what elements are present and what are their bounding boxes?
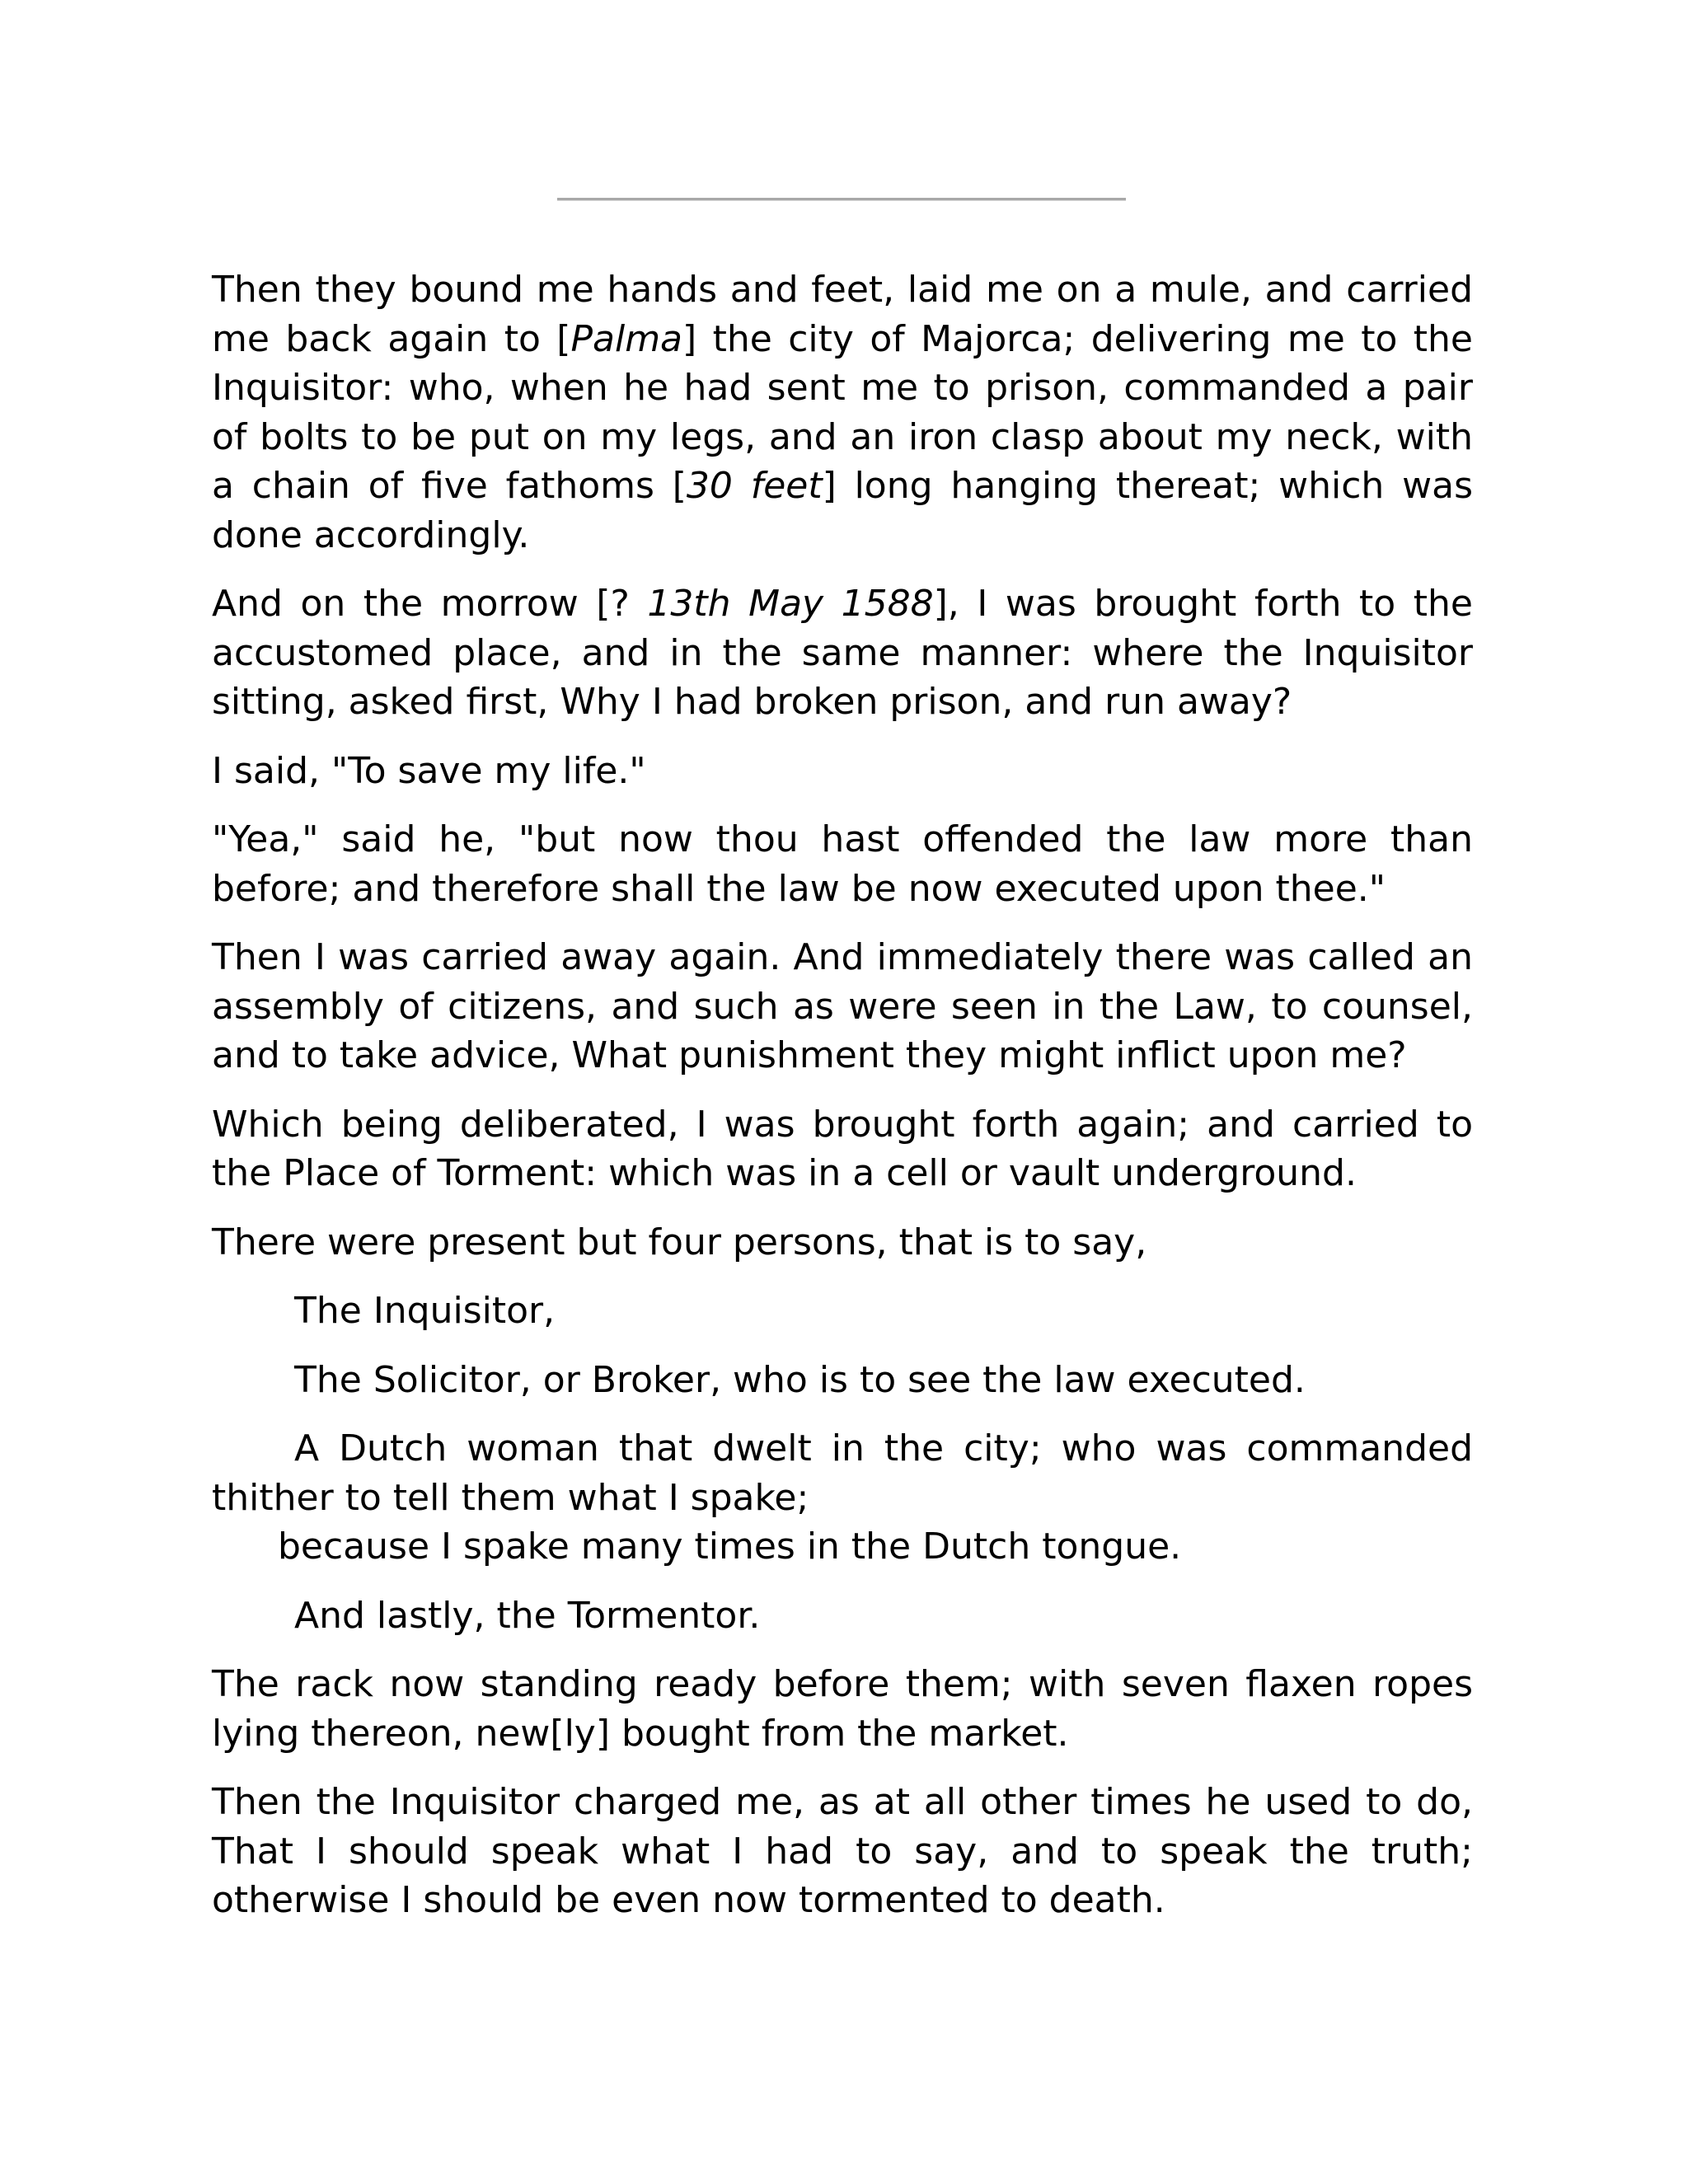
italic-text: 30 feet — [686, 465, 823, 507]
paragraph: Then I was carried away again. And immediately there was called an assembly of citizens, and such as were seen in the Law, to counsel, and to take advice, What punishment they might inflict upon me? — [212, 936, 1473, 1076]
list-item: The Solicitor, or Broker, who is to see the law executed. — [294, 1358, 1306, 1401]
paragraph: Which being deliberated, I was brought forth again; and carried to the Place of Torment: which was in a cell or vault underground. — [212, 1103, 1473, 1194]
paragraph-text: ] long hanging thereat; which was done accordingly. — [212, 465, 1473, 556]
paragraph: The rack now standing ready before them; with seven flaxen ropes lying thereon, new[ly] bought from the market. — [212, 1663, 1473, 1755]
paragraph-text: Then they bound me hands and feet, laid me on a mule, and carried me back again to [ — [212, 269, 1473, 360]
paragraph: Then the Inquisitor charged me, as at all other times he used to do, That I should speak what I had to say, and to speak the truth; otherwise I should be even now tormented to death. — [212, 1781, 1473, 1921]
italic-text: Palma — [570, 317, 683, 360]
paragraph: "Yea," said he, "but now thou hast offended the law more than before; and therefore shall the law be now executed upon thee." — [212, 818, 1473, 910]
header-rule — [557, 198, 1126, 201]
paragraph — [212, 579, 1473, 727]
paragraph-text: ] the city of Majorca; delivering me to the Inquisitor: who, when he had sent me to prison, commanded a pair of bolts to be put on my legs, and an iron clasp about my neck, with a chain of five fathoms [ — [212, 317, 1473, 507]
list-item-continuation: because I spake many times in the Dutch tongue. — [278, 1526, 1182, 1568]
italic-text: 13th May 1588 — [647, 583, 934, 625]
paragraph-text: And on the morrow [? — [212, 583, 648, 625]
paragraph — [212, 265, 1473, 560]
paragraph-text: ], I was brought forth to the accustomed place, and in the same manner: where the Inquisitor sitting, asked first, Why I had broken prison, and run away? — [212, 583, 1473, 723]
document-body — [212, 265, 1473, 1945]
paragraph: I said, "To save my life." — [212, 749, 646, 792]
list-item: A Dutch woman that dwelt in the city; who was commanded thither to tell them what I spake; — [212, 1427, 1473, 1519]
list-item: The Inquisitor, — [294, 1290, 556, 1332]
list-item: And lastly, the Tormentor. — [294, 1594, 761, 1637]
paragraph: There were present but four persons, that is to say, — [212, 1221, 1147, 1263]
